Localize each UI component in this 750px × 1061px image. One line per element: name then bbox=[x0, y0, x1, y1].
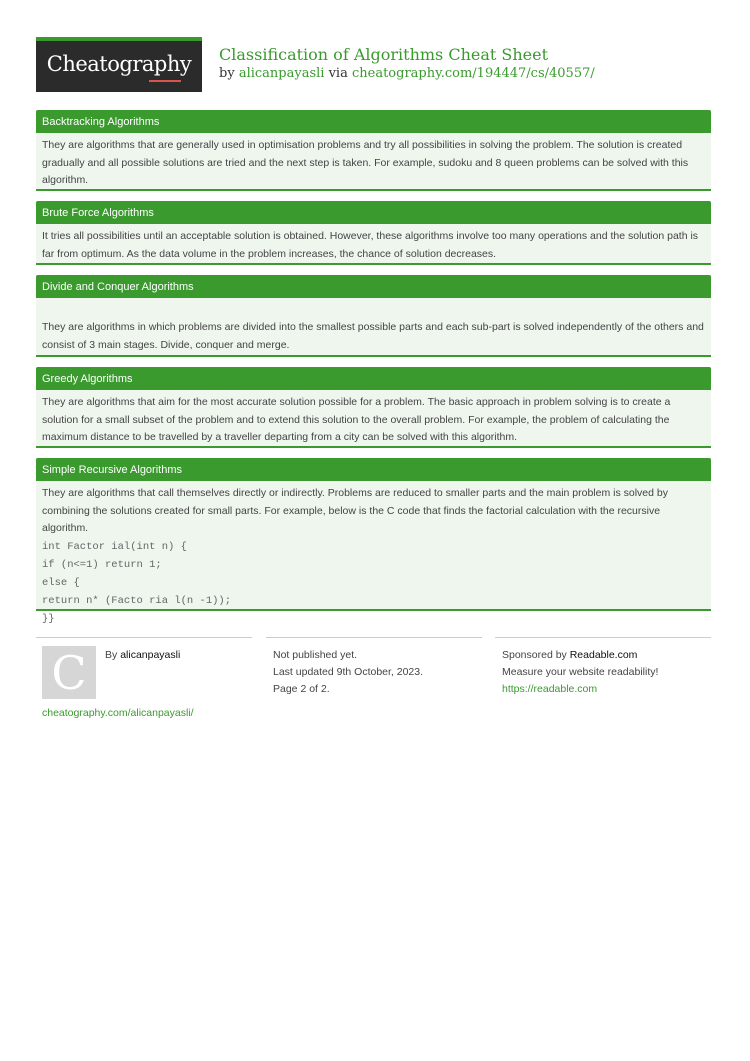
sponsor-name[interactable]: Readable.com bbox=[569, 649, 638, 661]
footer-author-url[interactable] bbox=[42, 705, 194, 722]
footer-sponsor bbox=[502, 647, 658, 698]
footer-meta bbox=[273, 647, 423, 698]
section-title: Backtracking Algorithms bbox=[36, 110, 711, 133]
code-line: return n* (Facto ria l(n -1)); bbox=[42, 594, 232, 607]
code-line: if (n<=1) return 1; bbox=[42, 558, 162, 571]
by-label: By bbox=[105, 649, 118, 661]
footer-divider bbox=[36, 637, 252, 638]
logo-text: Cheatography bbox=[46, 52, 192, 76]
author-link[interactable]: alicanpayasli bbox=[238, 66, 325, 81]
byline bbox=[219, 66, 595, 81]
sponsor-tagline: Measure your website readability! bbox=[502, 666, 659, 678]
footer-divider bbox=[266, 637, 482, 638]
logo-underline bbox=[149, 80, 181, 82]
section-body: They are algorithms that call themselves directly or indirectly. Problems are reduced to smaller parts and the main problem is solved by combining the solutions created for small parts. For example, below is the C code that finds the factorial calculation with the recursive algorithm. bbox=[42, 487, 668, 534]
sheet-url-link[interactable]: cheatography.com/194447/cs/40557/ bbox=[351, 66, 595, 81]
section-title: Simple Recursive Algorithms bbox=[36, 458, 711, 481]
section-body: They are algorithms that aim for the most accurate solution possible for a problem. The basic approach in problem solving is to create a solution for a small subset of the problem and to extend this solution to the overall problem. For example, the problem of calculating the maximum distance to be travelled by a traveller departing from a city can be solved with this algorithm. bbox=[42, 396, 671, 443]
page-title: Classification of Algorithms Cheat Sheet bbox=[219, 45, 549, 64]
code-line: int Factor ial(int n) { bbox=[42, 540, 187, 553]
by-word: by bbox=[219, 66, 235, 81]
author-url-link[interactable]: cheatography.com/alicanpayasli/ bbox=[42, 707, 194, 719]
section-title: Brute Force Algorithms bbox=[36, 201, 711, 224]
section-title: Greedy Algorithms bbox=[36, 367, 711, 390]
section-greedy bbox=[36, 367, 711, 448]
published-status: Not published yet. bbox=[273, 649, 358, 661]
section-backtracking bbox=[36, 110, 711, 191]
section-divide-and-conquer bbox=[36, 275, 711, 357]
sponsor-url-link[interactable]: https://readable.com bbox=[502, 683, 598, 695]
code-block bbox=[36, 538, 711, 628]
footer-author bbox=[105, 647, 180, 664]
last-updated: Last updated 9th October, 2023. bbox=[273, 666, 424, 678]
footer-divider bbox=[495, 637, 711, 638]
sponsor-line bbox=[502, 647, 658, 664]
section-body: It tries all possibilities until an acceptable solution is obtained. However, these algorithms involve too many operations and the solution path is far from optimum. As the data volume in the problem increases, the chance of solution decreases. bbox=[42, 230, 699, 260]
page-number: Page 2 of 2. bbox=[273, 683, 330, 695]
section-body: They are algorithms in which problems are divided into the smallest possible parts and each sub-part is solved independently of the others and consist of 3 main stages. Divide, conquer and merge. bbox=[42, 321, 704, 351]
code-line: else { bbox=[42, 576, 80, 589]
via-word: via bbox=[328, 66, 348, 81]
cheatography-logo[interactable] bbox=[36, 37, 202, 92]
section-body: They are algorithms that are generally used in optimisation problems and try all possibilities in solving the problem. The solution is created gradually and all possible solutions are tried and the next step is taken. For example, sudoku and 8 queen problems can be solved with this algorithm. bbox=[42, 139, 689, 186]
footer-author-name[interactable]: alicanpayasli bbox=[120, 649, 181, 661]
section-brute-force bbox=[36, 201, 711, 265]
author-avatar[interactable]: C bbox=[42, 646, 96, 699]
section-simple-recursive bbox=[36, 458, 711, 625]
code-line: }} bbox=[42, 612, 55, 625]
section-title: Divide and Conquer Algorithms bbox=[36, 275, 711, 298]
sponsored-by-label: Sponsored by bbox=[502, 649, 567, 661]
